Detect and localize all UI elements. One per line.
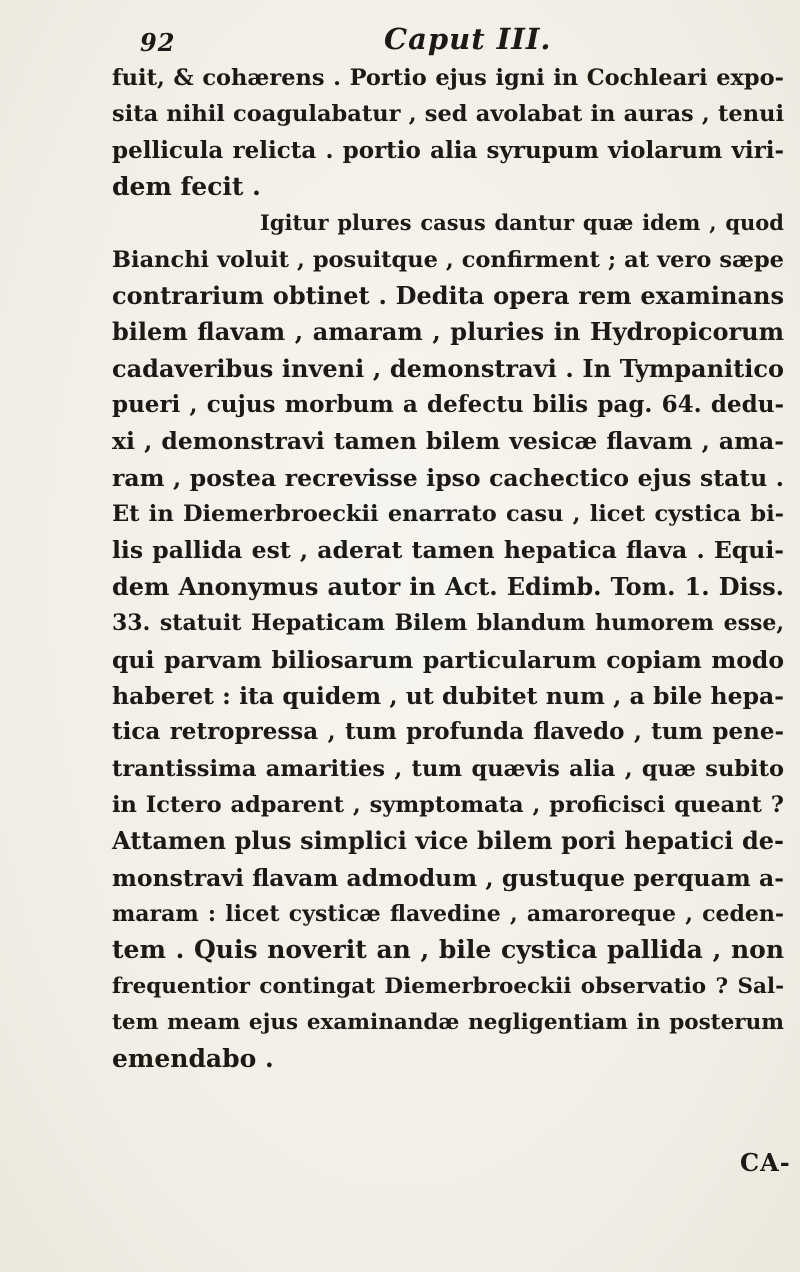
text-line: lis pallida est , aderat tamen hepatica flava . Equi-	[112, 536, 784, 565]
text-line: haberet : ita quidem , ut dubitet num , a bile hepa-	[112, 681, 784, 710]
body-text	[112, 60, 784, 1078]
text-line: emendabo .	[112, 1044, 274, 1074]
text-line: frequentior contingat Diemerbroeckii observatio ? Sal-	[112, 973, 784, 999]
text-line: qui parvam biliosarum particularum copiam modo	[112, 645, 784, 674]
text-line: dem fecit .	[112, 172, 261, 202]
text-line: Bianchi voluit , posuitque , confirment ; at vero sæpe	[112, 246, 784, 273]
text-line: ram , postea recrevisse ipso cachectico ejus statu .	[112, 463, 784, 492]
text-line: pellicula relicta . portio alia syrupum violarum viri-	[112, 136, 784, 164]
running-head	[0, 22, 800, 58]
page-number: 92	[140, 28, 176, 57]
text-line: tem meam ejus examinandæ negligentiam in posterum	[112, 1009, 784, 1035]
text-line: Igitur plures casus dantur quæ idem , quod	[260, 210, 784, 236]
text-line: tica retropressa , tum profunda flavedo , tum pene-	[112, 718, 784, 746]
text-line: in Ictero adparent , symptomata , proficisci queant ?	[112, 791, 784, 818]
text-line: bilem flavam , amaram , pluries in Hydropicorum	[112, 317, 784, 347]
text-line: sita nihil coagulabatur , sed avolabat in auras , tenui	[112, 101, 784, 128]
text-line: monstravi flavam admodum , gustuque perquam a-	[112, 863, 784, 892]
text-line: Et in Diemerbroeckii enarrato casu , licet cystica bi-	[112, 501, 784, 528]
text-line: dem Anonymus autor in Act. Edimb. Tom. 1. Diss.	[112, 571, 784, 601]
text-line: xi , demonstravi tamen bilem vesicæ flavam , ama-	[112, 427, 784, 456]
text-line: contrarium obtinet . Dedita opera rem examinans	[112, 281, 784, 311]
text-line: tem . Quis noverit an , bile cystica pallida , non	[112, 935, 784, 965]
text-line: maram : licet cysticæ flavedine , amaroreque , ceden-	[112, 900, 784, 927]
catchword: CA-	[740, 1148, 791, 1177]
text-line: fuit, & cohærens . Portio ejus igni in Cochleari expo-	[112, 65, 784, 91]
text-line: trantissima amarities , tum quævis alia , quæ subito	[112, 755, 784, 782]
chapter-title: Caput III.	[384, 22, 552, 56]
text-line: Attamen plus simplici vice bilem pori hepatici de-	[112, 826, 784, 856]
text-line: pueri , cujus morbum a defectu bilis pag. 64. dedu-	[112, 391, 784, 419]
text-line: 33. statuit Hepaticam Bilem blandum humorem esse,	[112, 610, 784, 637]
text-line: cadaveribus inveni , demonstravi . In Tympanitico	[112, 353, 784, 383]
